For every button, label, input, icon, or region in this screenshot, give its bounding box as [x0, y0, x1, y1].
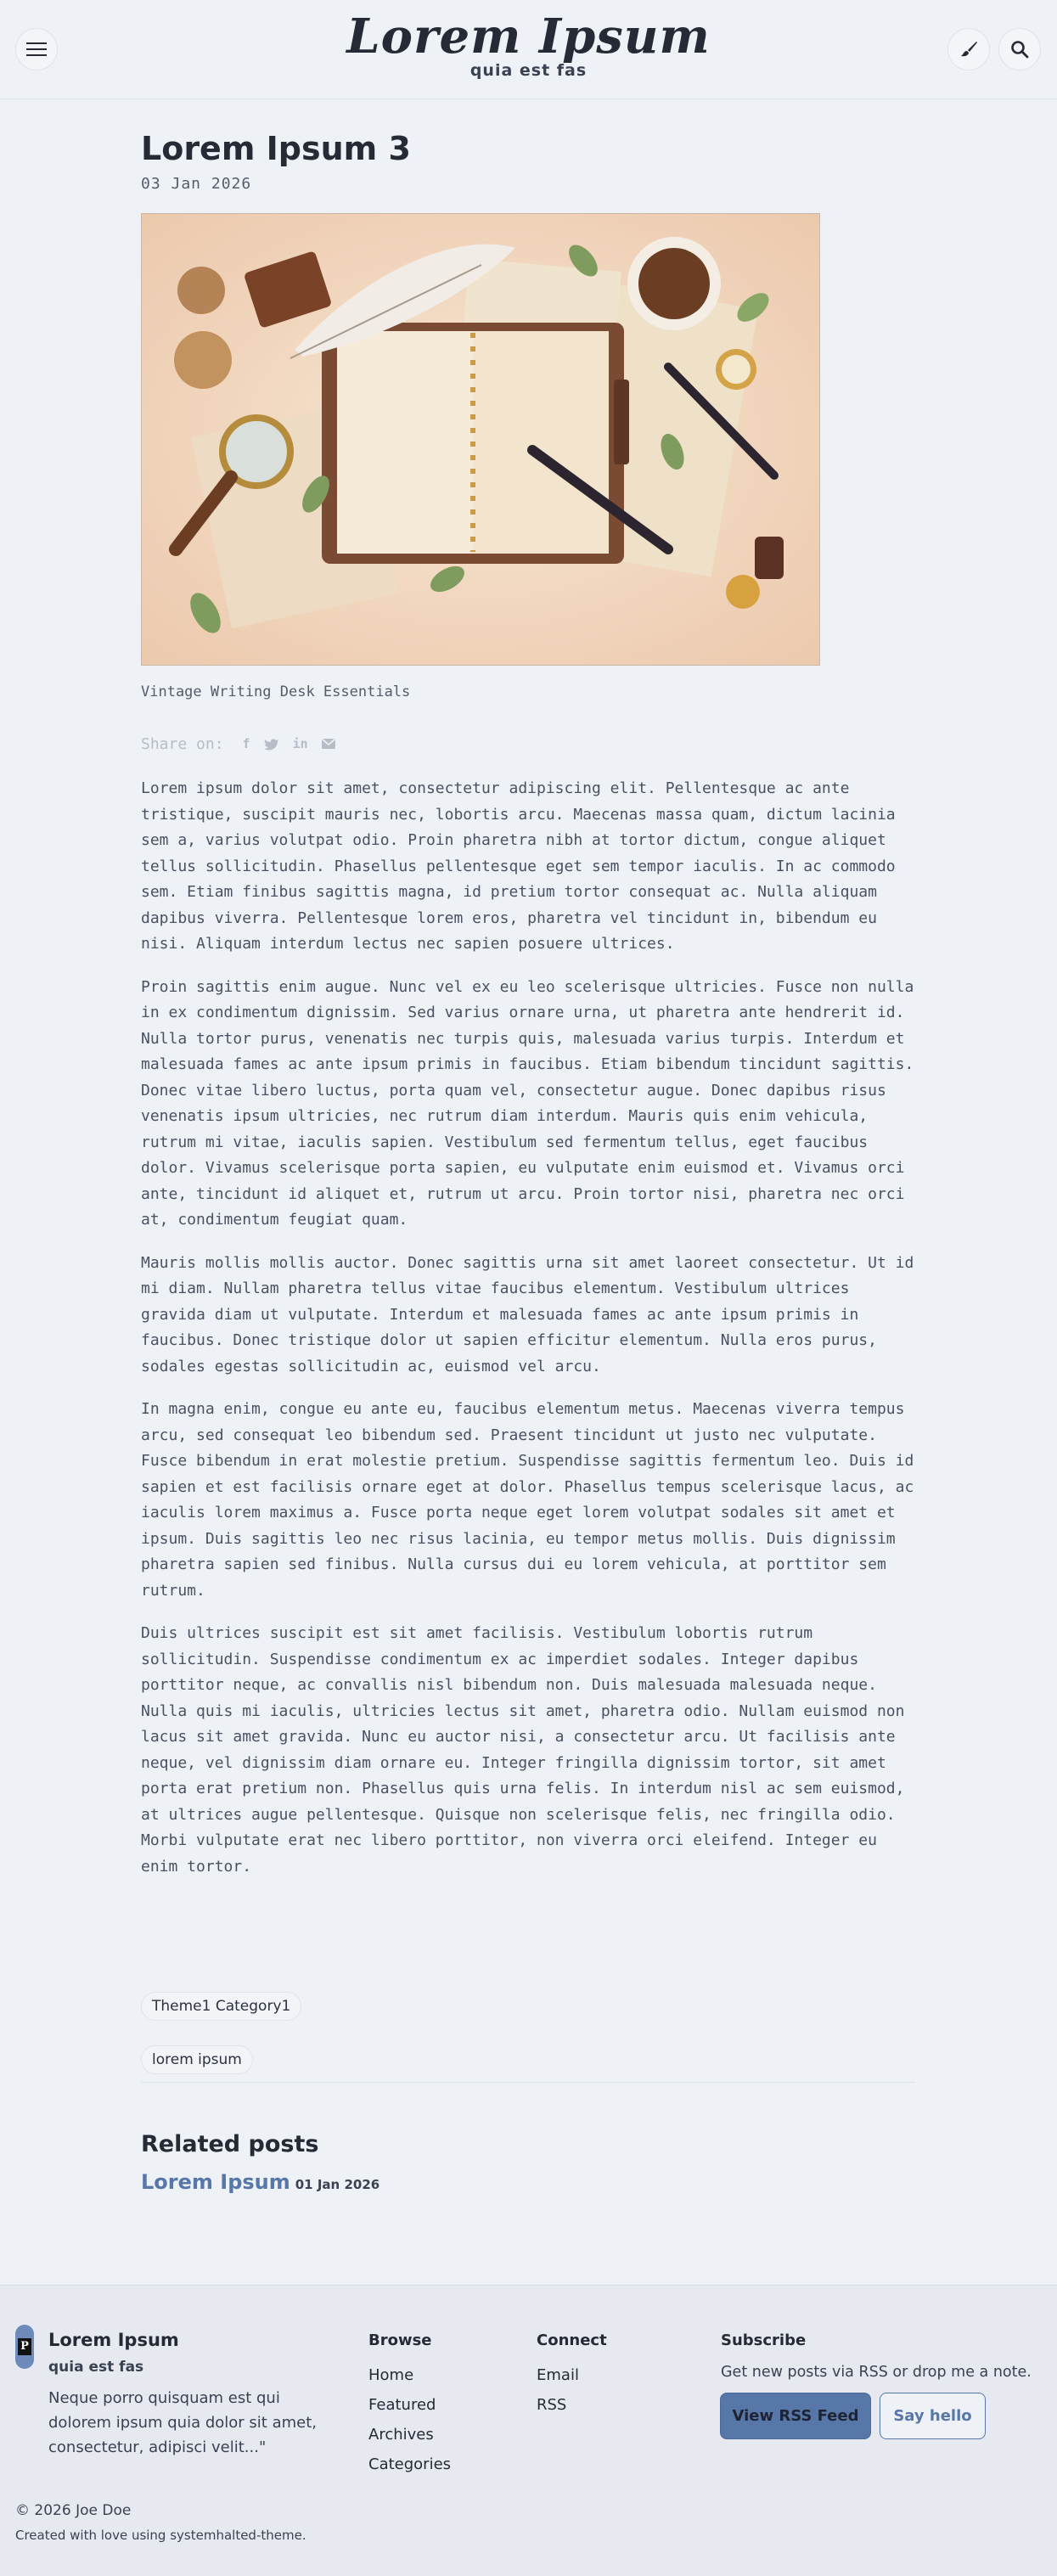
footer-logo[interactable]	[15, 2325, 34, 2369]
twitter-icon[interactable]	[264, 738, 279, 751]
post-paragraph: Mauris mollis mollis auctor. Donec sagittis urna sit amet laoreet consectetur. Ut id mi diam. Nullam pharetra tellus vitae faucibus elementum. Vestibulum ultrices gravida diam ut vulputate. Interdum et malesuada fames ac ante ipsum primis in faucibus. Donec tristique dolor ut sapien efficitur elementum. Nulla eros purus, sodales egestas sollicitudin ac, euismod vel arcu.	[141, 1253, 914, 1375]
tags-divider	[141, 2082, 915, 2083]
keyword-tag[interactable]: lorem ipsum	[141, 2045, 253, 2074]
site-title[interactable]: Lorem Ipsum	[346, 8, 711, 65]
email-icon[interactable]	[322, 739, 335, 749]
post-paragraph: In magna enim, congue eu ante eu, faucibus elementum metus. Maecenas viverra tempus arcu, sed consequat leo bibendum sed. Praesent tincidunt ut justo nec vulputate. Fusce bibendum in erat molestie pretium. Suspendisse sagittis fermentum leo. Duis id sapien et est facilisis ornare eget at dolor. Phasellus tempus scelerisque lacus, ac iaculis lorem maximus a. Fusce porta neque eget lorem volutpat sodales sit amet et ipsum. Duis sagittis leo nec risus lacinia, eu tempor metus mollis. Duis dignissim pharetra sapien sed finibus. Nulla cursus dui eu lorem vehicula, at porttitor sem rutrum.	[141, 1400, 914, 1600]
related-post-date: 01 Jan 2026	[295, 2177, 380, 2192]
footer-link-featured[interactable]: Featured	[368, 2396, 436, 2414]
site-tagline: quia est fas	[469, 61, 588, 80]
post-paragraph: Duis ultrices suscipit est sit amet facilisis. Vestibulum lobortis rutrum sollicitudin. Suspendisse condimentum ex ac imperdiet sodales. Integer dapibus porttitor neque, ac convallis nisl bibendum non. Duis malesuada malesuada neque. Nulla quis mi iaculis, ultricies lectus sit amet, pharetra odio. Nullam euismod non lacus sit amet gravida. Nunc eu auctor nisi, a consectetur arcu. Ut facilisis ante neque, vel dignissim diam ornare eu. Integer fringilla dignissim tortor, sit amet porta erat pretium non. Phasellus quis urna felis. In interdum nisl ac sem euismod, at ultrices augue pellentesque. Quisque non scelerisque felis, nec fringilla odio. Morbi vulputate erat nec libero porttitor, non viverra orci eleifend. Integer eu enim tortor.	[141, 1624, 905, 1876]
footer-tagline: quia est fas	[48, 2359, 144, 2376]
post-hero-image	[141, 213, 820, 666]
subscribe-heading: Subscribe	[721, 2331, 807, 2349]
post-date: 03 Jan 2026	[141, 175, 252, 193]
share-label: Share on:	[141, 734, 224, 753]
search-button[interactable]	[998, 28, 1041, 70]
share-bar	[141, 732, 335, 756]
post-paragraph: Proin sagittis enim augue. Nunc vel ex eu leo scelerisque ultricies. Fusce non nulla in ex condimentum dignissim. Sed varius ornare urna, ut pharetra ante hendrerit id. Nulla tortor purus, venenatis nec turpis quis, malesuada varius turpis. Interdum et malesuada fames ac ante ipsum primis in faucibus. Etiam bibendum tincidunt sagittis. Donec vitae libero luctus, porta quam vel, consectetur augue. Donec dapibus risus venenatis ipsum ultricies, nec rutrum diam interdum. Mauris quis enim vehicula, rutrum mi vitae, iaculis sapien. Vestibulum sed fermentum tellus, eget faucibus dolor. Vivamus scelerisque porta sapien, eu vulputate enim euismod et. Vivamus orci ante, tincidunt id aliquet et, rutrum ut arcu. Proin tortor nisi, pharetra nec orci at, condimentum feugiat quam.	[141, 977, 914, 1229]
footer-link-archives[interactable]: Archives	[368, 2426, 434, 2444]
theme-button[interactable]	[947, 28, 990, 70]
post-title: Lorem Ipsum 3	[141, 130, 411, 167]
search-icon	[1010, 40, 1029, 59]
related-posts-heading: Related posts	[141, 2131, 319, 2157]
writing-desk-illustration	[142, 214, 820, 666]
linkedin-icon[interactable]: in	[292, 736, 308, 751]
footer-link-categories[interactable]: Categories	[368, 2455, 452, 2473]
subscribe-text: Get new posts via RSS or drop me a note.	[721, 2364, 1032, 2381]
facebook-icon[interactable]: f	[242, 736, 250, 751]
related-post-item	[141, 2170, 380, 2194]
copyright: © 2026 Joe Doe	[15, 2502, 132, 2519]
connect-heading: Connect	[537, 2331, 607, 2349]
related-post-link[interactable]: Lorem Ipsum	[141, 2170, 290, 2194]
paintbrush-icon	[959, 40, 978, 59]
footer-logo-letter: P	[18, 2338, 31, 2355]
browse-heading: Browse	[368, 2331, 432, 2349]
footer-quote: Neque porro quisquam est qui dolorem ipsum quia dolor sit amet, consectetur, adipisci velit..."	[48, 2389, 317, 2456]
say-hello-button[interactable]: Say hello	[880, 2393, 986, 2439]
post-paragraph: Lorem ipsum dolor sit amet, consectetur adipiscing elit. Pellentesque ac ante tristique, suscipit mauris nec, lobortis arcu. Maecenas massa quam, dictum lacinia sem a, varius volutpat odio. Proin pharetra nibh at tortor dictum, congue aliquet tellus sollicitudin. Phasellus pellentesque eget sem tempor iaculis. In ac commodo sem. Etiam finibus sagittis magna, id pretium tortor consequat ac. Nulla aliquam dapibus viverra. Pellentesque lorem eros, pharetra vel tincidunt in, bibendum eu nisi. Aliquam interdum lectus nec sapien posuere ultrices.	[141, 779, 896, 953]
view-rss-feed-button[interactable]: View RSS Feed	[720, 2393, 871, 2439]
theme-credit: Created with love using systemhalted-theme.	[15, 2528, 306, 2543]
category-tag[interactable]: Theme1 Category1	[141, 1992, 301, 2021]
image-caption: Vintage Writing Desk Essentials	[141, 683, 411, 700]
footer-link-home[interactable]: Home	[368, 2366, 414, 2384]
site-header	[0, 0, 1057, 99]
footer-link-email[interactable]: Email	[537, 2366, 579, 2384]
footer-site-title[interactable]: Lorem Ipsum	[48, 2330, 179, 2350]
post-body	[141, 776, 915, 1897]
footer-link-rss[interactable]: RSS	[537, 2396, 567, 2414]
